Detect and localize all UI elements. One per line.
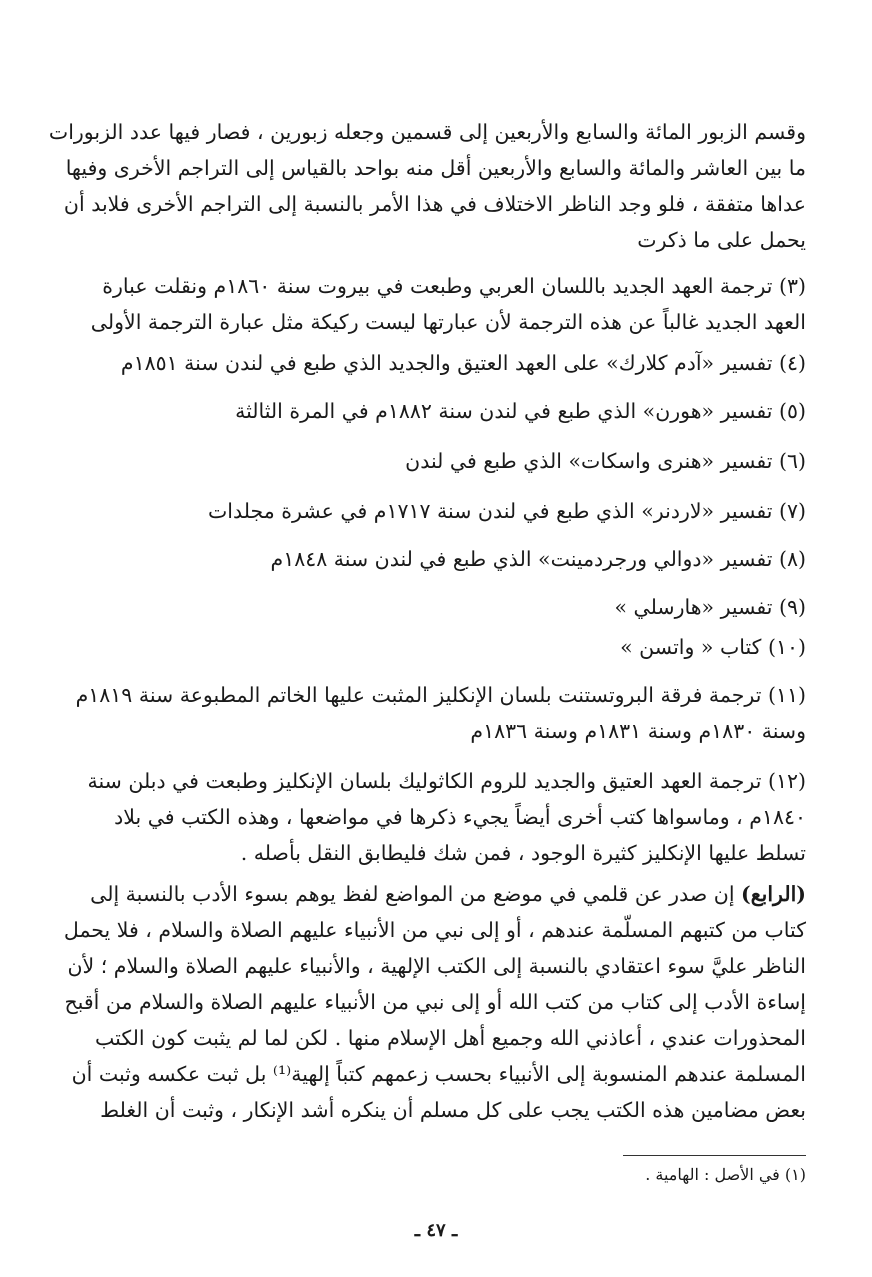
footnote-divider bbox=[623, 1155, 806, 1156]
list-item-10: (١٠) كتاب « واتسن » bbox=[620, 635, 806, 659]
text-line: العهد الجديد غالباً عن هذه الترجمة لأن عبارتها ليست ركيكة مثل عبارة الترجمة الأولى bbox=[90, 310, 806, 334]
list-item-6: (٦) تفسير «هنرى واسكات» الذي طبع في لندن bbox=[405, 449, 806, 473]
text-line: كتاب من كتبهم المسلّمة عندهم ، أو إلى نبي من الأنبياء عليهم الصلاة والسلام ، فلا يحمل bbox=[63, 918, 806, 942]
list-item-11 bbox=[75, 677, 806, 749]
list-item-9: (٩) تفسير «هارسلي » bbox=[614, 595, 806, 619]
text-line: ما بين العاشر والمائة والسابع والأربعين أقل منه بواحد بالقياس إلى التراجم الأخرى وفيها bbox=[65, 156, 806, 180]
text-line: وقسم الزبور المائة والسابع والأربعين إلى قسمين وجعله زبورين ، فصار فيها عدد الزبورات bbox=[48, 120, 806, 144]
list-item-4: (٤) تفسير «آدم كلارك» على العهد العتيق والجديد الذي طبع في لندن سنة ١٨٥١م bbox=[120, 351, 806, 375]
text-line: ١٨٤٠م ، وماسواها كتب أخرى أيضاً يجيء ذكرها في مواضعها ، وهذه الكتب في بلاد bbox=[114, 805, 806, 829]
text-line: يحمل على ما ذكرت bbox=[637, 228, 806, 252]
list-item-7: (٧) تفسير «لاردنر» الذي طبع في لندن سنة ١٧١٧م في عشرة مجلدات bbox=[208, 499, 806, 523]
page-number: ـ ٤٧ ـ bbox=[414, 1220, 458, 1241]
footnote: (١) في الأصل : الهامية . bbox=[645, 1165, 806, 1184]
text-line: (١٢) ترجمة العهد العتيق والجديد للروم الكاثوليك بلسان الإنكليز وطبعت في دبلن سنة bbox=[87, 769, 806, 793]
text-line: (٣) ترجمة العهد الجديد باللسان العربي وطبعت في بيروت سنة ١٨٦٠م ونقلت عبارة bbox=[102, 274, 806, 298]
text-line: وسنة ١٨٣٠م وسنة ١٨٣١م وسنة ١٨٣٦م bbox=[470, 719, 806, 743]
section-lead: (الرابع) bbox=[741, 882, 806, 906]
text-fragment: إن صدر عن قلمي في موضع من المواضع لفظ يوهم بسوء الأدب بالنسبة إلى bbox=[90, 882, 742, 906]
list-item-8: (٨) تفسير «دوالي ورجردمينت» الذي طبع في لندن سنة ١٨٤٨م bbox=[270, 547, 806, 571]
text-line: المحذورات عندي ، أعاذني الله وجميع أهل الإسلام منها . لكن لما لم يثبت كون الكتب bbox=[95, 1026, 806, 1050]
text-line: الناظر عليَّ سوء اعتقادي بالنسبة إلى الكتب الإلهية ، والأنبياء عليهم الصلاة والسلام ؛ لأن bbox=[67, 954, 806, 978]
text-line: تسلط عليها الإنكليز كثيرة الوجود ، فمن شك فليطابق النقل بأصله . bbox=[240, 841, 806, 865]
list-item-5: (٥) تفسير «هورن» الذي طبع في لندن سنة ١٨٨٢م في المرة الثالثة bbox=[235, 399, 806, 423]
fourth-paragraph bbox=[63, 876, 806, 1128]
paragraph-continued bbox=[48, 114, 806, 258]
text-line: المسلمة عندهم المنسوبة إلى الأنبياء بحسب زعمهم كتباً إلهية⁽¹⁾ بل ثبت عكسه وثبت أن bbox=[71, 1062, 806, 1086]
text-line: (١١) ترجمة فرقة البروتستنت بلسان الإنكليز المثبت عليها الخاتم المطبوعة سنة ١٨١٩م bbox=[75, 683, 806, 707]
list-item-12 bbox=[87, 763, 806, 871]
list-item-3 bbox=[90, 268, 806, 340]
text-line bbox=[90, 876, 806, 912]
text-line: بعض مضامين هذه الكتب يجب على كل مسلم أن ينكره أشد الإنكار ، وثبت أن الغلط bbox=[100, 1098, 806, 1122]
text-line: عداها متفقة ، فلو وجد الناظر الاختلاف في هذا الأمر بالنسبة إلى التراجم الأخرى فلابد أن bbox=[63, 192, 806, 216]
text-line: إساءة الأدب إلى كتاب من كتب الله أو إلى نبي من الأنبياء عليهم الصلاة والسلام من أقبح bbox=[64, 990, 806, 1014]
